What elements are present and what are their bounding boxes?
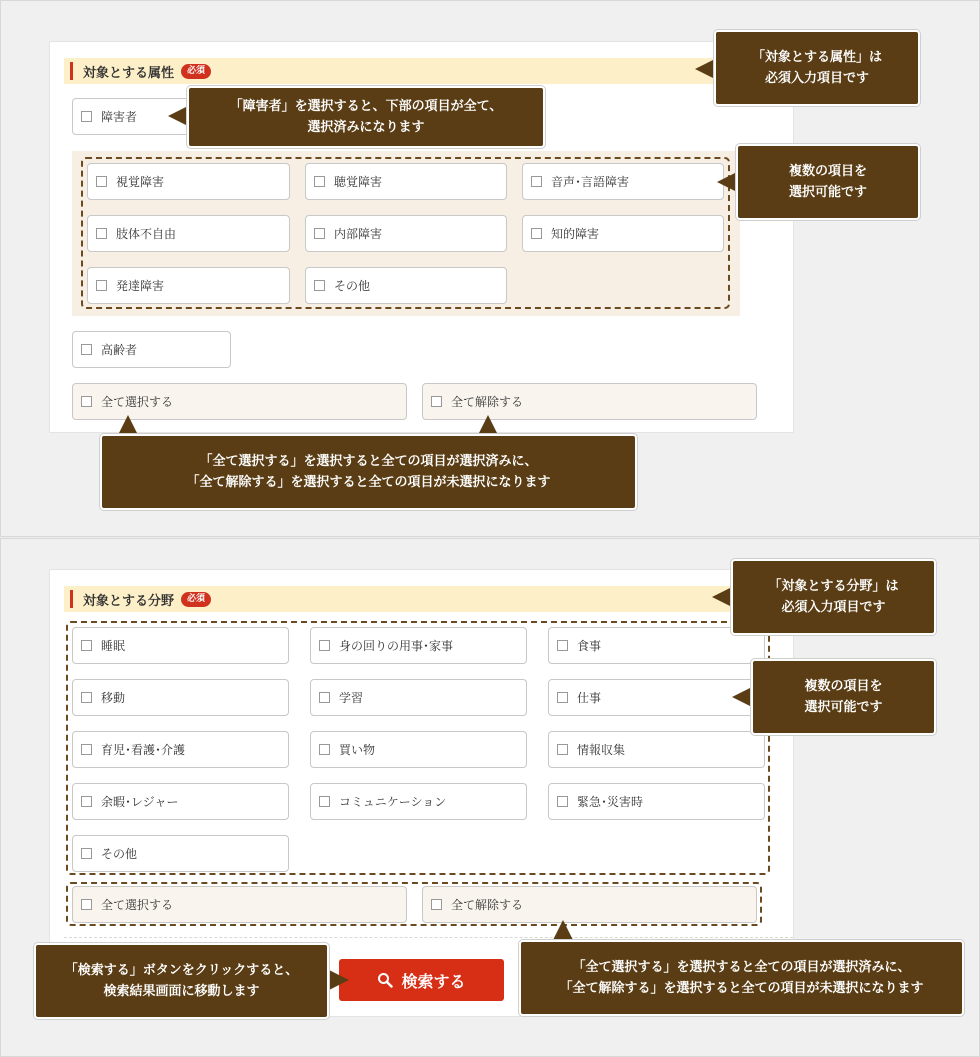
callout-line: 検索結果画面に移動します bbox=[103, 984, 260, 999]
checkbox-developmental[interactable] bbox=[87, 267, 290, 304]
field-deselect-all-checkbox[interactable] bbox=[422, 886, 757, 923]
checkbox-square-icon[interactable] bbox=[319, 796, 330, 807]
callout-line: 「全て選択する」を選択すると全ての項目が選択済みに、 bbox=[199, 454, 538, 469]
checkbox-label: 育児･看護･介護 bbox=[101, 743, 186, 757]
checkbox-square-icon[interactable] bbox=[557, 796, 568, 807]
checkbox-label: 学習 bbox=[339, 691, 364, 705]
checkbox-label: 視覚障害 bbox=[116, 175, 165, 189]
callout-field-multiple bbox=[751, 659, 936, 735]
callout-line: 「全て解除する」を選択すると全ての項目が未選択になります bbox=[186, 475, 551, 490]
checkbox-label: 肢体不自由 bbox=[116, 227, 177, 241]
checkbox-square-icon[interactable] bbox=[319, 640, 330, 651]
callout-field-selectall bbox=[519, 940, 964, 1016]
required-badge: 必須 bbox=[181, 592, 211, 607]
checkbox-square-icon[interactable] bbox=[96, 176, 107, 187]
callout-attribute-required bbox=[714, 30, 920, 106]
callout-line: 「対象とする属性」は bbox=[751, 50, 882, 65]
callout-field-required bbox=[731, 559, 936, 635]
checkbox-square-icon[interactable] bbox=[81, 796, 92, 807]
checkbox-elderly[interactable] bbox=[72, 331, 231, 368]
checkbox-label: 情報収集 bbox=[577, 743, 626, 757]
checkbox-label: 発達障害 bbox=[116, 279, 165, 293]
checkbox-label: 内部障害 bbox=[334, 227, 383, 241]
checkbox-label: 仕事 bbox=[577, 691, 602, 705]
checkbox-communication[interactable] bbox=[310, 783, 527, 820]
checkbox-label: 知的障害 bbox=[551, 227, 600, 241]
checkbox-square-icon[interactable] bbox=[314, 280, 325, 291]
checkbox-label: その他 bbox=[334, 279, 371, 293]
checkbox-square-icon[interactable] bbox=[96, 228, 107, 239]
checkbox-square-icon[interactable] bbox=[557, 640, 568, 651]
callout-pointer-icon bbox=[327, 969, 349, 991]
callout-attribute-multiple bbox=[736, 144, 920, 220]
checkbox-square-icon[interactable] bbox=[81, 344, 92, 355]
callout-line: 「全て選択する」を選択すると全ての項目が選択済みに、 bbox=[572, 960, 911, 975]
checkbox-label: 高齢者 bbox=[101, 343, 138, 357]
callout-line: 「検索する」ボタンをクリックすると、 bbox=[64, 963, 299, 978]
checkbox-square-icon[interactable] bbox=[431, 396, 442, 407]
checkbox-square-icon[interactable] bbox=[81, 396, 92, 407]
checkbox-label: その他 bbox=[101, 847, 138, 861]
header-accent-bar bbox=[70, 62, 73, 80]
checkbox-information[interactable] bbox=[548, 731, 765, 768]
checkbox-square-icon[interactable] bbox=[81, 640, 92, 651]
checkbox-square-icon[interactable] bbox=[96, 280, 107, 291]
checkbox-square-icon[interactable] bbox=[81, 111, 92, 122]
checkbox-square-icon[interactable] bbox=[81, 848, 92, 859]
checkbox-learning[interactable] bbox=[310, 679, 527, 716]
checkbox-intellectual[interactable] bbox=[522, 215, 724, 252]
callout-attribute-selectall bbox=[100, 434, 637, 510]
search-button[interactable] bbox=[339, 959, 504, 1001]
callout-line: 「全て解除する」を選択すると全ての項目が未選択になります bbox=[559, 981, 924, 996]
checkbox-leisure[interactable] bbox=[72, 783, 289, 820]
callout-line: 必須入力項目です bbox=[781, 600, 886, 615]
checkbox-shopping[interactable] bbox=[310, 731, 527, 768]
field-panel bbox=[0, 538, 980, 1057]
checkbox-square-icon[interactable] bbox=[81, 692, 92, 703]
checkbox-sleep[interactable] bbox=[72, 627, 289, 664]
checkbox-label: 障害者 bbox=[101, 110, 138, 124]
checkbox-label: 余暇･レジャー bbox=[101, 795, 179, 809]
checkbox-label: 全て解除する bbox=[451, 395, 524, 409]
checkbox-label: コミュニケーション bbox=[339, 795, 447, 809]
attribute-section-title: 対象とする属性 bbox=[83, 65, 175, 81]
callout-pointer-icon bbox=[552, 920, 574, 942]
checkbox-square-icon[interactable] bbox=[81, 744, 92, 755]
callout-line: 複数の項目を bbox=[788, 164, 867, 179]
checkbox-label: 身の回りの用事･家事 bbox=[339, 639, 454, 653]
checkbox-label: 買い物 bbox=[339, 743, 376, 757]
checkbox-housework[interactable] bbox=[310, 627, 527, 664]
checkbox-visual[interactable] bbox=[87, 163, 290, 200]
checkbox-label: 全て選択する bbox=[101, 898, 174, 912]
checkbox-square-icon[interactable] bbox=[531, 228, 542, 239]
checkbox-hearing[interactable] bbox=[305, 163, 507, 200]
checkbox-square-icon[interactable] bbox=[531, 176, 542, 187]
required-badge: 必須 bbox=[181, 64, 211, 79]
divider bbox=[64, 937, 793, 938]
callout-line: 選択済みになります bbox=[307, 120, 425, 135]
checkbox-childcare[interactable] bbox=[72, 731, 289, 768]
checkbox-other-disability[interactable] bbox=[305, 267, 507, 304]
field-section-header bbox=[64, 586, 793, 612]
callout-line: 「対象とする分野」は bbox=[768, 579, 899, 594]
attribute-section-header bbox=[64, 58, 793, 84]
checkbox-label: 移動 bbox=[101, 691, 126, 705]
checkbox-speech[interactable] bbox=[522, 163, 724, 200]
checkbox-square-icon[interactable] bbox=[314, 228, 325, 239]
checkbox-label: 睡眠 bbox=[101, 639, 126, 653]
checkbox-other-field[interactable] bbox=[72, 835, 289, 872]
callout-disability-select bbox=[187, 86, 545, 148]
checkbox-label: 全て解除する bbox=[451, 898, 524, 912]
checkbox-label: 聴覚障害 bbox=[334, 175, 383, 189]
field-section-title: 対象とする分野 bbox=[83, 593, 175, 609]
callout-line: 複数の項目を bbox=[804, 679, 883, 694]
checkbox-square-icon[interactable] bbox=[314, 176, 325, 187]
search-icon bbox=[377, 972, 393, 988]
callout-search bbox=[34, 943, 329, 1019]
callout-line: 「障害者」を選択すると、下部の項目が全て、 bbox=[229, 99, 503, 114]
checkbox-label: 全て選択する bbox=[101, 395, 174, 409]
field-select-all-checkbox[interactable] bbox=[72, 886, 407, 923]
checkbox-physical[interactable] bbox=[87, 215, 290, 252]
search-button-label: 検索する bbox=[401, 973, 466, 991]
callout-line: 選択可能です bbox=[804, 700, 883, 715]
checkbox-label: 緊急･災害時 bbox=[577, 795, 644, 809]
checkbox-emergency[interactable] bbox=[548, 783, 765, 820]
checkbox-square-icon[interactable] bbox=[431, 899, 442, 910]
checkbox-square-icon[interactable] bbox=[81, 899, 92, 910]
header-accent-bar bbox=[70, 590, 73, 608]
callout-line: 必須入力項目です bbox=[764, 71, 869, 86]
checkbox-label: 食事 bbox=[577, 639, 602, 653]
checkbox-square-icon[interactable] bbox=[557, 692, 568, 703]
checkbox-square-icon[interactable] bbox=[319, 744, 330, 755]
checkbox-square-icon[interactable] bbox=[557, 744, 568, 755]
checkbox-mobility[interactable] bbox=[72, 679, 289, 716]
checkbox-internal[interactable] bbox=[305, 215, 507, 252]
checkbox-square-icon[interactable] bbox=[319, 692, 330, 703]
deselect-all-checkbox[interactable] bbox=[422, 383, 757, 420]
callout-line: 選択可能です bbox=[788, 185, 867, 200]
checkbox-label: 音声･言語障害 bbox=[551, 175, 630, 189]
